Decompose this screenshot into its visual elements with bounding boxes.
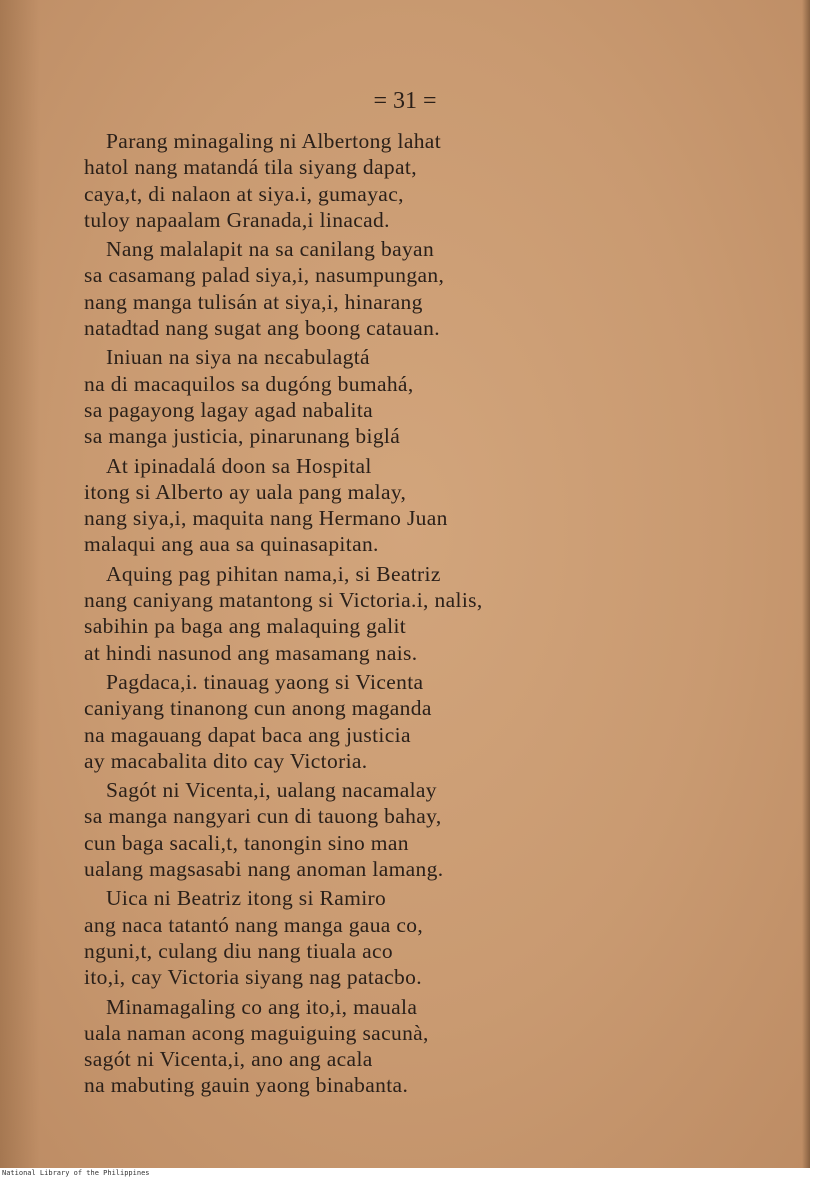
poem-line: na magauang dapat baca ang justicia: [84, 722, 411, 747]
stanza: [84, 128, 784, 233]
page-number: = 31 =: [373, 88, 437, 114]
poem-line: Parang minagaling ni Albertong lahat: [106, 129, 442, 153]
poem-line: nang manga tulisán at siya,i, hinarang: [84, 289, 423, 314]
poem-line: cun baga sacali,t, tanongin sino man: [84, 830, 409, 855]
poem-line: na di macaquilos sa dugóng bumahá,: [84, 371, 414, 396]
poem-line: hatol nang matandá tila siyang dapat,: [84, 155, 417, 180]
poem-line: Uica ni Beatriz itong si Ramiro: [106, 886, 387, 911]
poem-line: Nang malalapit na sa canilang bayan: [106, 237, 435, 262]
poem-line: nang siya,i, maquita nang Hermano Juan: [84, 506, 448, 531]
poem-line: sagót ni Vicenta,i, ano ang acala: [84, 1047, 373, 1072]
poem-line: caya,t, di nalaon at siya.i, gumayac,: [84, 181, 404, 206]
poem-line: ang naca tatantó nang manga gaua co,: [84, 912, 424, 937]
stanza: [84, 994, 784, 1099]
poem-line: nguni,t, culang diu nang tiuala aco: [84, 938, 393, 963]
poem-line: malaqui ang aua sa quinasapitan.: [84, 532, 379, 557]
poem-line: ay macabalita dito cay Victoria.: [84, 748, 368, 773]
poem-line: sa manga justicia, pinarunang biglá: [84, 424, 401, 449]
poem-line: sa manga nangyari cun di tauong bahay,: [84, 804, 442, 829]
poem-line: Pagdaca,i. tinauag yaong si Vicenta: [106, 669, 424, 694]
poem-line: sabihin pa baga ang malaquing galit: [84, 614, 407, 639]
poem-line: Iniuan na siya na nɛcabulagtá: [106, 345, 370, 370]
stanza: [84, 777, 784, 882]
poem-line: Sagót ni Vicenta,i, ualang nacamalay: [106, 778, 437, 803]
poem-line: at hindi nasunod ang masamang nais.: [84, 640, 418, 665]
poem-line: Minamagaling co ang ito,i, mauala: [106, 994, 418, 1019]
poem-line: tuloy napaalam Granada,i linacad.: [84, 207, 390, 232]
stanza: [84, 236, 784, 341]
poem-line: uala naman acong maguiguing sacunà,: [84, 1020, 429, 1045]
poem-line: nang caniyang matantong si Victoria.i, nalis,: [84, 588, 483, 613]
poem-line: ualang magsasabi nang anoman lamang.: [84, 857, 444, 882]
poem-line: na mabuting gauin yaong binabanta.: [84, 1073, 409, 1098]
poem-line: natadtad nang sugat ang boong catauan.: [84, 316, 440, 341]
poem-line: At ipinadalá doon sa Hospital: [106, 453, 372, 478]
stanza: [84, 344, 784, 449]
stanza: [84, 885, 784, 990]
poem-line: sa pagayong lagay agad nabalita: [84, 397, 374, 422]
poem-body: [84, 128, 784, 1102]
stanza: [84, 561, 784, 666]
poem-line: ito,i, cay Victoria siyang nag patacbo.: [84, 965, 422, 990]
poem-line: itong si Alberto ay uala pang malay,: [84, 479, 407, 504]
stanza: [84, 669, 784, 774]
library-credit: National Library of the Philippines: [2, 1169, 150, 1177]
poem-line: sa casamang palad siya,i, nasumpungan,: [84, 263, 445, 288]
poem-line: Aquing pag pihitan nama,i, si Beatriz: [106, 561, 441, 586]
poem-line: caniyang tinanong cun anong maganda: [84, 696, 432, 721]
stanza: [84, 453, 784, 558]
